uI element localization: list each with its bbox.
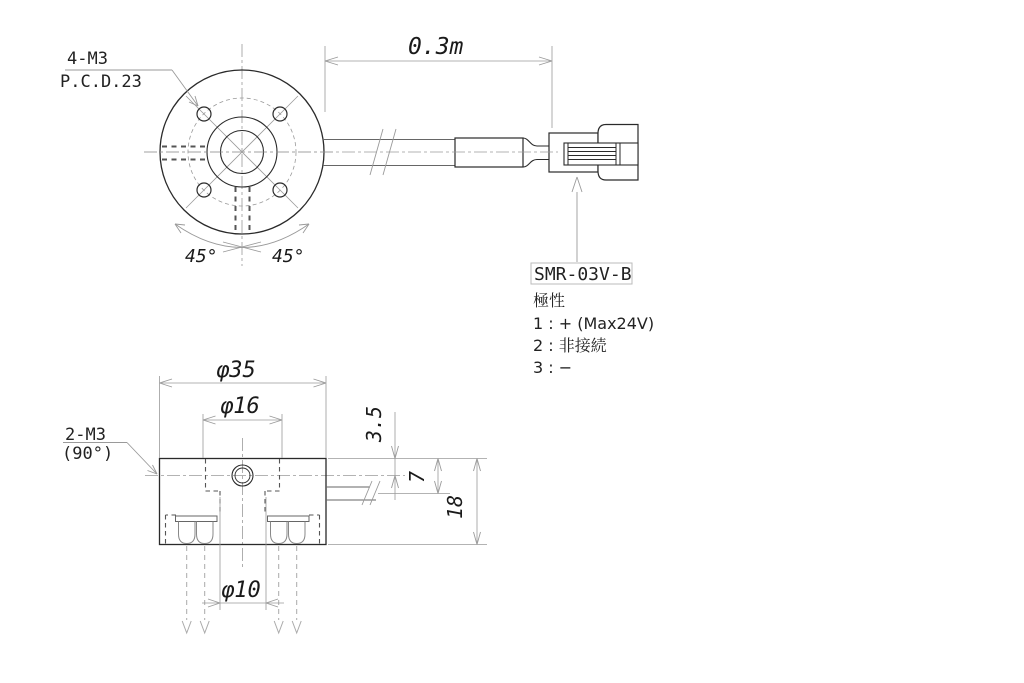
cable-offset-label: 7 [405, 470, 429, 484]
cable-length-label: 0.3m [408, 34, 464, 60]
polarity-pin3: 3 : − [533, 358, 573, 377]
led-pair-left [176, 516, 218, 544]
cable-length-dimension [325, 34, 552, 128]
led-pair-right [268, 516, 310, 544]
cable-sleeve [455, 138, 523, 167]
side-cable-break-symbol [362, 481, 380, 505]
polarity-pin2: 2 : 非接続 [533, 336, 607, 355]
led-dome-icon [271, 522, 288, 544]
height-label: 18 [443, 494, 467, 520]
polarity-note [533, 291, 654, 377]
flange-front-view [144, 44, 334, 266]
led-holder-bar-left [176, 516, 218, 522]
cable-assembly-top [144, 125, 638, 181]
dia16-label: φ16 [220, 394, 260, 419]
side-tap-angle-label: (90°) [62, 444, 114, 464]
dia35-label: φ35 [216, 358, 256, 383]
flange-hole-callout [60, 49, 198, 106]
callout-leader-line [172, 70, 198, 106]
connector-leader-arrowhead-icon [572, 177, 582, 192]
side-tap-spec-label: 2-M3 [65, 425, 106, 445]
connector-latch-body [564, 143, 638, 165]
connector-part-number-label: SMR-03V-B [534, 264, 632, 285]
polarity-title: 極性 [533, 291, 566, 310]
led-holder-bar-right [268, 516, 310, 522]
connector-callout [531, 177, 632, 285]
angle-dim-right-label: 45° [272, 246, 305, 267]
flange-pcd-label: P.C.D.23 [60, 72, 142, 92]
dia10-label: φ10 [221, 578, 261, 603]
angle-dim-left-label: 45° [185, 246, 218, 267]
hole-offset-label: 3.5 [362, 405, 386, 443]
side-view [145, 438, 405, 633]
flange-hole-spec-label: 4-M3 [67, 49, 108, 69]
side-tap-callout [62, 425, 157, 474]
led-dome-icon [197, 522, 214, 544]
dia10-dimension [202, 497, 284, 610]
led-dome-icon [289, 522, 306, 544]
beam-arrowhead-icons [182, 621, 301, 633]
side-callout-leader [127, 443, 157, 475]
polarity-pin1: 1 : + (Max24V) [533, 314, 655, 333]
led-dome-icon [179, 522, 196, 544]
wire-taper [523, 138, 549, 167]
